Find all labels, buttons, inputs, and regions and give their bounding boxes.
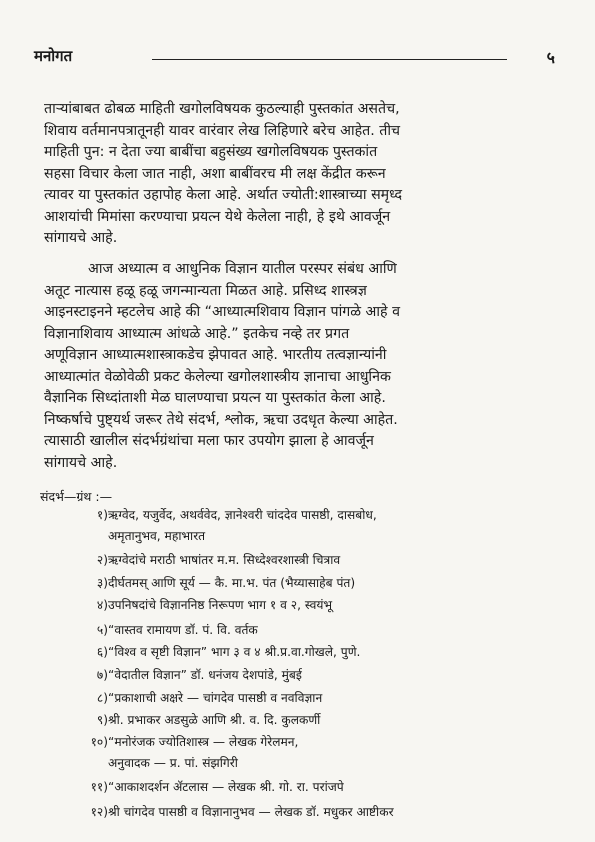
chapter-title: मनोगत (34, 47, 73, 65)
paragraph-line: आध्यात्मांत वेळोवेळी प्रकट केलेल्या खगोलशास्त्रीय ज्ञानाचा आधुनिक (44, 368, 391, 385)
reference-text: “आकाशदर्शन ॲटलास — लेखक श्री. गो. रा. परांजपे (108, 780, 344, 794)
reference-item (40, 595, 570, 616)
paragraph-line: सहसा विचार केला जात नाही, अशा बाबींवरच मी लक्ष केंद्रीत करून (44, 165, 386, 182)
references-list (40, 505, 570, 822)
paragraph-line: आशयांची मिमांसा करण्याचा प्रयत्न येथे केलेला नाही, हे इथे आवर्जून (44, 208, 391, 225)
reference-text: श्री. प्रभाकर अडसुळे आणि श्री. व. दि. कुलकर्णी (108, 712, 321, 727)
reference-number: ७) (96, 667, 108, 682)
reference-text: “वेदातील विज्ञान” डॉ. धनंजय देशपांडे, मुंबई (108, 667, 302, 682)
reference-item (40, 505, 570, 546)
reference-number: १०) (90, 735, 108, 749)
reference-text: ऋग्वेदांचे मराठी भाषांतर म.म. सिध्देश्वरशास्त्री चित्राव (108, 553, 341, 567)
references-heading: संदर्भ—ग्रंथ :— (40, 489, 113, 504)
header-rule (152, 59, 507, 60)
paragraph-line: आइनस्टाइनने म्हटलेच आहे की “आध्यात्मशिवाय विज्ञान पांगळे आहे व (44, 304, 400, 320)
paragraph-line: ताऱ्यांबाबत ढोबळ माहिती खगोलविषयक कुठल्याही पुस्तकांत असतेच, (44, 101, 400, 117)
reference-item (40, 665, 570, 686)
reference-item (40, 777, 570, 798)
reference-text: श्री चांगदेव पासष्ठी व विज्ञानानुभव — लेखक डॉ. मधुकर आष्टीकर (108, 804, 394, 819)
reference-item (40, 573, 570, 594)
paragraph-line: सांगायचे आहे. (44, 454, 118, 471)
reference-number: २) (96, 553, 108, 567)
reference-number: ४) (96, 598, 108, 612)
reference-text: अनुवादक — प्र. पां. संझगिरी (108, 755, 238, 770)
reference-number: ६) (96, 645, 108, 659)
reference-number: ८) (96, 691, 108, 705)
paragraph-line: माहिती पुन: न देता ज्या बाबींचा बहुसंख्य खगोलविषयक पुस्तकांत (44, 144, 378, 160)
paragraph-line: अतूट नात्यास हळू हळू जगन्मान्यता मिळत आहे. प्रसिध्द शास्त्रज्ञ (44, 282, 367, 299)
paragraph-2 (44, 259, 564, 474)
reference-text: “मनोरंजक ज्योतिशास्त्र — लेखक गेरेलमन, (108, 735, 299, 749)
reference-item (40, 642, 570, 663)
reference-text: दीर्घतमस् आणि सूर्य — कै. मा.भ. पंत (भैय्यासाहेब पंत) (108, 575, 356, 590)
reference-number: १) (96, 508, 108, 522)
reference-number: १२) (90, 804, 108, 819)
paragraph-line: त्यावर या पुस्तकांत उहापोह केला आहे. अर्थात ज्योती:शास्त्राच्या समृध्द (44, 187, 403, 203)
paragraph-1 (44, 99, 564, 250)
paragraph-line: वैज्ञानिक सिध्दांताशी मेळ घालण्याचा प्रयत्न या पुस्तकांत केला आहे. (44, 390, 386, 406)
paragraph-line: विज्ञानाशिवाय आध्यात्म आंधळे आहे.” इतकेच नव्हे तर प्रगत (44, 325, 350, 342)
reference-item (40, 550, 570, 571)
paragraph-line: सांगायचे आहे. (44, 230, 118, 246)
page-number: ५ (546, 48, 555, 67)
reference-item (40, 732, 570, 773)
reference-text: “विश्व व सृष्टी विज्ञान” भाग ३ व ४ श्री.प्र.वा.गोखले, पुणे. (108, 645, 361, 659)
reference-item (40, 802, 570, 823)
reference-item (40, 620, 570, 641)
reference-text: “प्रकाशाची अक्षरे — चांगदेव पासष्ठी व नवविज्ञान (108, 691, 323, 705)
paragraph-line: अणूविज्ञान आध्यात्मशास्त्राकडेच झेपावत आहे. भारतीय तत्वज्ञान्यांनी (44, 347, 387, 363)
reference-item (40, 688, 570, 709)
reference-number: ३) (96, 575, 108, 590)
reference-text: ऋग्वेद, यजुर्वेद, अथर्ववेद, ज्ञानेश्वरी चांददेव पासष्ठी, दासबोध, (108, 508, 377, 522)
reference-number: ११) (90, 780, 108, 794)
paragraph-line: निष्कर्षाचे पुष्ट्यर्थ जरूर तेथे संदर्भ, श्लोक, ऋचा उदधृत केल्या आहेत. (44, 411, 398, 428)
paragraph-line: आज अध्यात्म व आधुनिक विज्ञान यातील परस्पर संबंध आणि (88, 261, 397, 277)
reference-number: ५) (96, 622, 108, 637)
reference-text: उपनिषदांचे विज्ञाननिष्ठ निरूपण भाग १ व २, स्वयंभू (108, 598, 333, 612)
reference-text: अमृतानुभव, महाभारत (108, 528, 206, 543)
reference-item (40, 710, 570, 731)
page-header (34, 46, 555, 72)
reference-number: ९) (96, 712, 108, 727)
reference-text: “वास्तव रामायण डॉ. पं. वि. वर्तक (108, 622, 258, 637)
paragraph-line: शिवाय वर्तमानपत्रातूनही यावर वारंवार लेख लिहिणारे बरेच आहेत. तीच (44, 122, 401, 139)
paragraph-line: त्यासाठी खालील संदर्भग्रंथांचा मला फार उपयोग झाला हे आवर्जून (44, 433, 374, 449)
